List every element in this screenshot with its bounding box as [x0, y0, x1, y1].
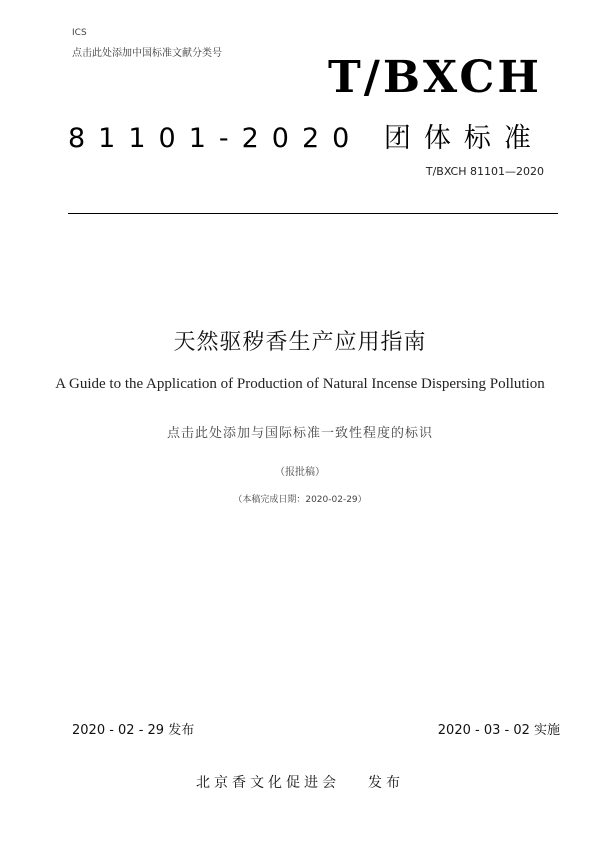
- classification-placeholder[interactable]: 点击此处添加中国标准文献分类号: [72, 48, 222, 59]
- ics-label: ICS: [72, 28, 87, 38]
- publisher-name: 北京香文化促进会: [196, 775, 340, 791]
- implementation-date: 2020 - 03 - 02 实施: [437, 723, 560, 738]
- standard-number: T/BXCH 81101—2020: [425, 165, 544, 178]
- draft-completion-date: （本稿完成日期：2020-02-29）: [233, 495, 367, 505]
- publisher-line: [0, 772, 600, 792]
- publish-word: 发布: [368, 775, 404, 791]
- document-title-chinese: 天然驱秽香生产应用指南: [173, 330, 427, 355]
- header-divider: [68, 213, 558, 214]
- publish-date: 2020 - 02 - 29 发布: [72, 723, 195, 738]
- consistency-placeholder[interactable]: 点击此处添加与国际标准一致性程度的标识: [166, 426, 433, 441]
- standard-type-line: 81101-2020 团体标准: [68, 123, 544, 154]
- document-title-english: A Guide to the Application of Production of Natural Incense Dispersing Pollution: [55, 376, 545, 392]
- organization-code: T/BXCH: [328, 52, 542, 103]
- draft-status: （报批稿）: [275, 467, 325, 478]
